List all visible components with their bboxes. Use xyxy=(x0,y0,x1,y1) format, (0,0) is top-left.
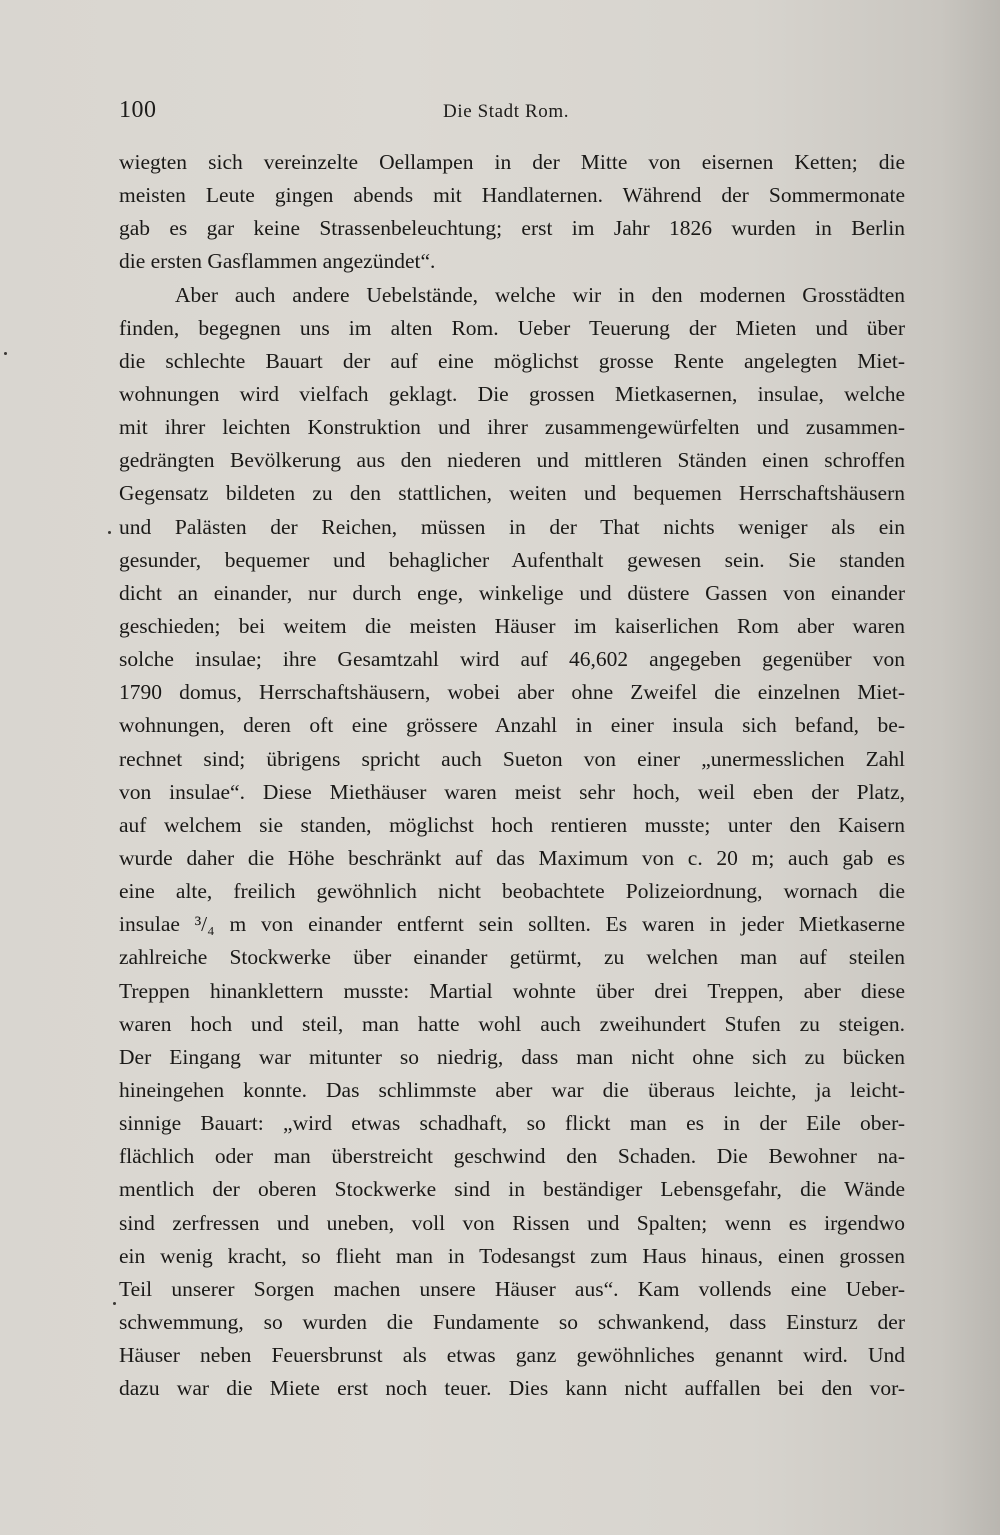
text-line: flächlich oder man überstreicht geschwind den Schaden. Die Bewohner na- xyxy=(119,1144,905,1169)
paragraph-first-line: Aber auch andere Uebelstände, welche wir in den modernen Grosstädten xyxy=(175,282,905,307)
text-line: gab es gar keine Strassenbeleuchtung; erst im Jahr 1826 wurden in Berlin xyxy=(119,216,905,241)
text-line: dicht an einander, nur durch enge, winkelige und düstere Gassen von einander xyxy=(119,580,905,605)
text-line: mentlich der oberen Stockwerke sind in beständiger Lebensgefahr, die Wände xyxy=(119,1177,905,1202)
text-line: Häuser neben Feuersbrunst als etwas ganz gewöhnliches genannt wird. Und xyxy=(119,1343,905,1368)
text-line: die ersten Gasflammen angezündet“. xyxy=(119,249,436,274)
text-line: von insulae“. Diese Miethäuser waren meist sehr hoch, weil eben der Platz, xyxy=(119,779,905,804)
text-line: hineingehen konnte. Das schlimmste aber war die überaus leichte, ja leicht- xyxy=(119,1077,905,1102)
text-line: Der Eingang war mitunter so niedrig, dass man nicht ohne sich zu bücken xyxy=(119,1044,905,1069)
text-line: wohnungen, deren oft eine grössere Anzahl in einer insula sich befand, be- xyxy=(119,713,905,738)
text-line: Gegensatz bildeten zu den stattlichen, weiten und bequemen Herrschaftshäusern xyxy=(119,481,905,506)
text-line: Treppen hinanklettern musste: Martial wohnte über drei Treppen, aber diese xyxy=(119,978,905,1003)
paper-speck xyxy=(108,531,111,534)
page-number: 100 xyxy=(119,97,157,123)
text-line: wurde daher die Höhe beschränkt auf das Maximum von c. 20 m; auch gab es xyxy=(119,845,905,870)
text-line: wiegten sich vereinzelte Oellampen in der Mitte von eisernen Ketten; die xyxy=(119,150,905,174)
text-line: dazu war die Miete erst noch teuer. Dies kann nicht auffallen bei den vor- xyxy=(119,1376,905,1401)
text-line: 1790 domus, Herrschaftshäusern, wobei aber ohne Zweifel die einzelnen Miet- xyxy=(119,680,905,705)
text-line: auf welchem sie standen, möglichst hoch rentieren musste; unter den Kaisern xyxy=(119,812,905,837)
paper-speck xyxy=(113,1302,116,1305)
text-line: und Palästen der Reichen, müssen in der That nichts weniger als ein xyxy=(119,514,905,539)
text-line: gedrängten Bevölkerung aus den niederen und mittleren Ständen einen schroffen xyxy=(119,448,905,473)
text-line: rechnet sind; übrigens spricht auch Sueton von einer „unermesslichen Zahl xyxy=(119,746,905,771)
text-line: schwemmung, so wurden die Fundamente so schwankend, dass Einsturz der xyxy=(119,1309,905,1334)
text-line: waren hoch und steil, man hatte wohl auch zweihundert Stufen zu steigen. xyxy=(119,1011,905,1036)
text-line: zahlreiche Stockwerke über einander getürmt, zu welchen man auf steilen xyxy=(119,945,905,970)
page-header xyxy=(119,97,905,127)
text-line: Teil unserer Sorgen machen unsere Häuser aus“. Kam vollends eine Ueber- xyxy=(119,1276,905,1301)
text-line: mit ihrer leichten Konstruktion und ihrer zusammengewürfelten und zusammen- xyxy=(119,415,905,440)
text-line: die schlechte Bauart der auf eine möglichst grosse Rente angelegten Miet- xyxy=(119,348,905,373)
text-line: ein wenig kracht, so flieht man in Todesangst zum Haus hinaus, einen grossen xyxy=(119,1243,905,1268)
text-line: solche insulae; ihre Gesamtzahl wird auf 46,602 angegeben gegenüber von xyxy=(119,647,905,672)
body-text xyxy=(119,146,905,1405)
text-line: finden, begegnen uns im alten Rom. Ueber Teuerung der Mieten und über xyxy=(119,315,905,340)
text-line: sinnige Bauart: „wird etwas schadhaft, so flickt man es in der Eile ober- xyxy=(119,1111,905,1136)
paper-speck xyxy=(4,352,7,355)
text-line: gesunder, bequemer und behaglicher Aufenthalt gewesen sein. Sie standen xyxy=(119,547,905,572)
text-line: wohnungen wird vielfach geklagt. Die grossen Mietkasernen, insulae, welche xyxy=(119,381,905,406)
text-line: sind zerfressen und uneben, voll von Rissen und Spalten; wenn es irgendwo xyxy=(119,1210,905,1235)
text-line: geschieden; bei weitem die meisten Häuser im kaiserlichen Rom aber waren xyxy=(119,613,905,638)
text-line: eine alte, freilich gewöhnlich nicht beobachtete Polizeiordnung, wornach die xyxy=(119,879,905,904)
text-line: insulae ³/₄ m von einander entfernt sein sollten. Es waren in jeder Mietkaserne xyxy=(119,912,905,937)
text-line: meisten Leute gingen abends mit Handlaternen. Während der Sommermonate xyxy=(119,183,905,208)
running-title: Die Stadt Rom. xyxy=(443,101,570,122)
